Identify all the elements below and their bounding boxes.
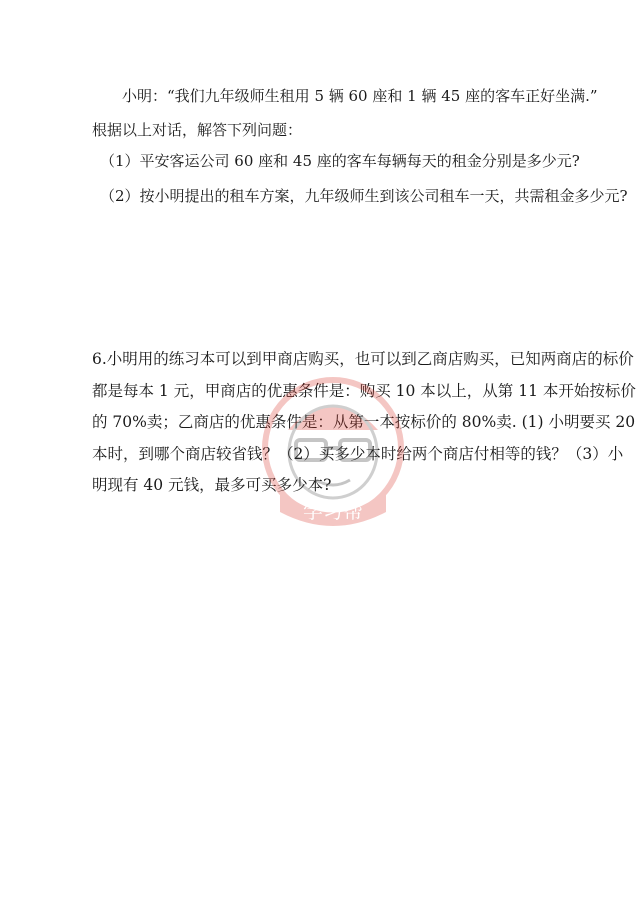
problem-6-line: 都是每本 1 元，甲商店的优惠条件是：购买 10 本以上，从第 11 本开始按标价 bbox=[92, 381, 636, 400]
question-1: （1）平安客运公司 60 座和 45 座的客车每辆每天的租金分别是多少元? bbox=[100, 152, 580, 170]
question-2: （2）按小明提出的租车方案，九年级师生到该公司租车一天，共需租金多少元? bbox=[100, 187, 628, 205]
problem-6-line: 本时，到哪个商店较省钱？（2）买多少本时给两个商店付相等的钱？（3）小 bbox=[92, 444, 624, 463]
problem-6 bbox=[92, 344, 636, 502]
instruction-text: 根据以上对话，解答下列问题： bbox=[92, 121, 303, 139]
problem-6-line: 的 70%卖；乙商店的优惠条件是：从第一本按标价的 80%卖. (1) 小明要买 20 bbox=[92, 413, 636, 431]
problem-6-line: 明现有 40 元钱，最多可买多少本? bbox=[92, 476, 332, 494]
dialogue-quote: 小明：“我们九年级师生租用 5 辆 60 座和 1 辆 45 座的客车正好坐满.” bbox=[122, 87, 598, 105]
problem-6-line: 6.小明用的练习本可以到甲商店购买，也可以到乙商店购买，已知两商店的标价 bbox=[92, 350, 634, 368]
watermark-text: 学习帮 bbox=[303, 501, 363, 523]
